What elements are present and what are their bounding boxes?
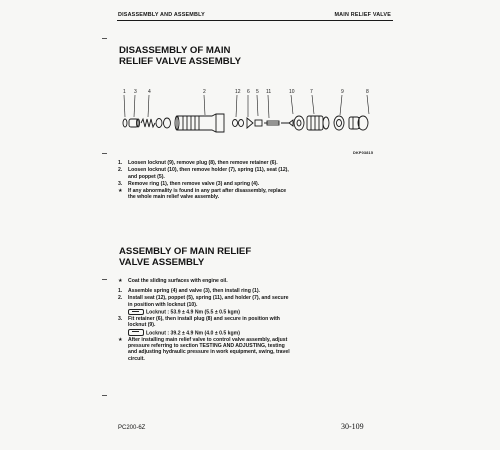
page-number: 30-109 — [341, 422, 364, 431]
section1-title-line1: DISASSEMBLY OF MAIN — [119, 45, 231, 56]
torque-spec-text: Locknut : 53.9 ± 4.9 Nm (5.5 ± 0.5 kgm) — [146, 309, 240, 316]
callout-label: 1 — [123, 89, 126, 95]
section2-title-line2: VALVE ASSEMBLY — [119, 257, 205, 268]
margin-mark — [102, 153, 107, 154]
torque-spec — [118, 330, 290, 337]
list-item — [118, 288, 290, 294]
star-note-icon: ★ — [118, 188, 123, 195]
exploded-view-figure — [117, 84, 382, 148]
list-item — [118, 278, 290, 284]
callout-label: 11 — [266, 89, 272, 95]
step-number: 3. — [118, 180, 123, 187]
callout-label: 7 — [310, 89, 313, 95]
section2-title-line1: ASSEMBLY OF MAIN RELIEF — [119, 246, 252, 257]
callout-label: 8 — [366, 89, 369, 95]
callout-label: 10 — [289, 89, 295, 95]
footer-model: PC200-6Z — [118, 425, 146, 431]
callout-label: 9 — [341, 89, 344, 95]
header-topic: MAIN RELIEF VALVE — [334, 12, 391, 18]
step-text: Loosen locknut (10), then remove holder (7), spring (11), seat (12), and poppet (5). — [128, 167, 289, 180]
torque-spec — [118, 309, 290, 316]
step-text: Assemble spring (4) and valve (3), then install ring (1). — [128, 288, 260, 295]
margin-mark — [102, 279, 107, 280]
torque-wrench-icon — [128, 309, 144, 316]
callout-label: 12 — [235, 89, 241, 95]
step-number: 3. — [118, 316, 123, 323]
section2-title — [119, 246, 251, 268]
section1-title — [119, 45, 241, 67]
list-item — [118, 295, 290, 308]
step-number: 1. — [118, 288, 123, 295]
step-text: Install seat (12), poppet (5), spring (11), and holder (7), and secure in position with locknut (10). — [128, 295, 289, 308]
assembly-steps — [118, 278, 290, 363]
star-note-icon: ★ — [118, 278, 123, 284]
step-text: Loosen locknut (9), remove plug (8), then remove retainer (6). — [128, 160, 278, 166]
callout-label: 2 — [203, 89, 206, 95]
list-item — [118, 167, 290, 180]
star-note-icon: ★ — [118, 336, 123, 343]
header-section: DISASSEMBLY AND ASSEMBLY — [118, 12, 205, 18]
figure-code: DKP03815 — [353, 151, 374, 155]
list-item — [118, 181, 290, 187]
disassembly-steps — [118, 160, 290, 202]
callout-label: 4 — [148, 89, 151, 95]
callout-label: 6 — [247, 89, 250, 95]
step-text: If any abnormality is found in any part after disassembly, replace the whole main relief valve assembly. — [128, 188, 287, 201]
list-item — [118, 188, 290, 201]
callout-label: 5 — [256, 89, 259, 95]
list-item — [118, 316, 290, 329]
list-item — [118, 337, 290, 363]
step-number: 2. — [118, 167, 123, 174]
margin-mark — [102, 38, 107, 39]
torque-wrench-icon — [128, 329, 144, 336]
exploded-view-drawing — [117, 84, 382, 148]
torque-spec-text: Locknut : 39.2 ± 4.9 Nm (4.0 ± 0.5 kgm) — [146, 330, 240, 337]
margin-mark — [102, 395, 107, 396]
step-number: 2. — [118, 295, 123, 302]
step-text: Fit retainer (6), then install plug (8) and secure in position with locknut (9). — [128, 316, 280, 329]
step-number: 1. — [118, 160, 123, 166]
step-text: After installing main relief valve to control valve assembly, adjust pressure referring to section TESTING AND ADJUSTING, testing and adjusting hydraulic pressure in work equipment, swing, travel circuit. — [128, 336, 290, 362]
callout-label: 3 — [134, 89, 137, 95]
step-text: Remove ring (1), then remove valve (3) and spring (4). — [128, 180, 260, 187]
step-text: Coat the sliding surfaces with engine oil. — [128, 278, 228, 284]
header-rule — [117, 20, 393, 21]
valve-parts — [123, 114, 368, 132]
section1-title-line2: RELIEF VALVE ASSEMBLY — [119, 56, 242, 67]
list-item — [118, 160, 290, 166]
